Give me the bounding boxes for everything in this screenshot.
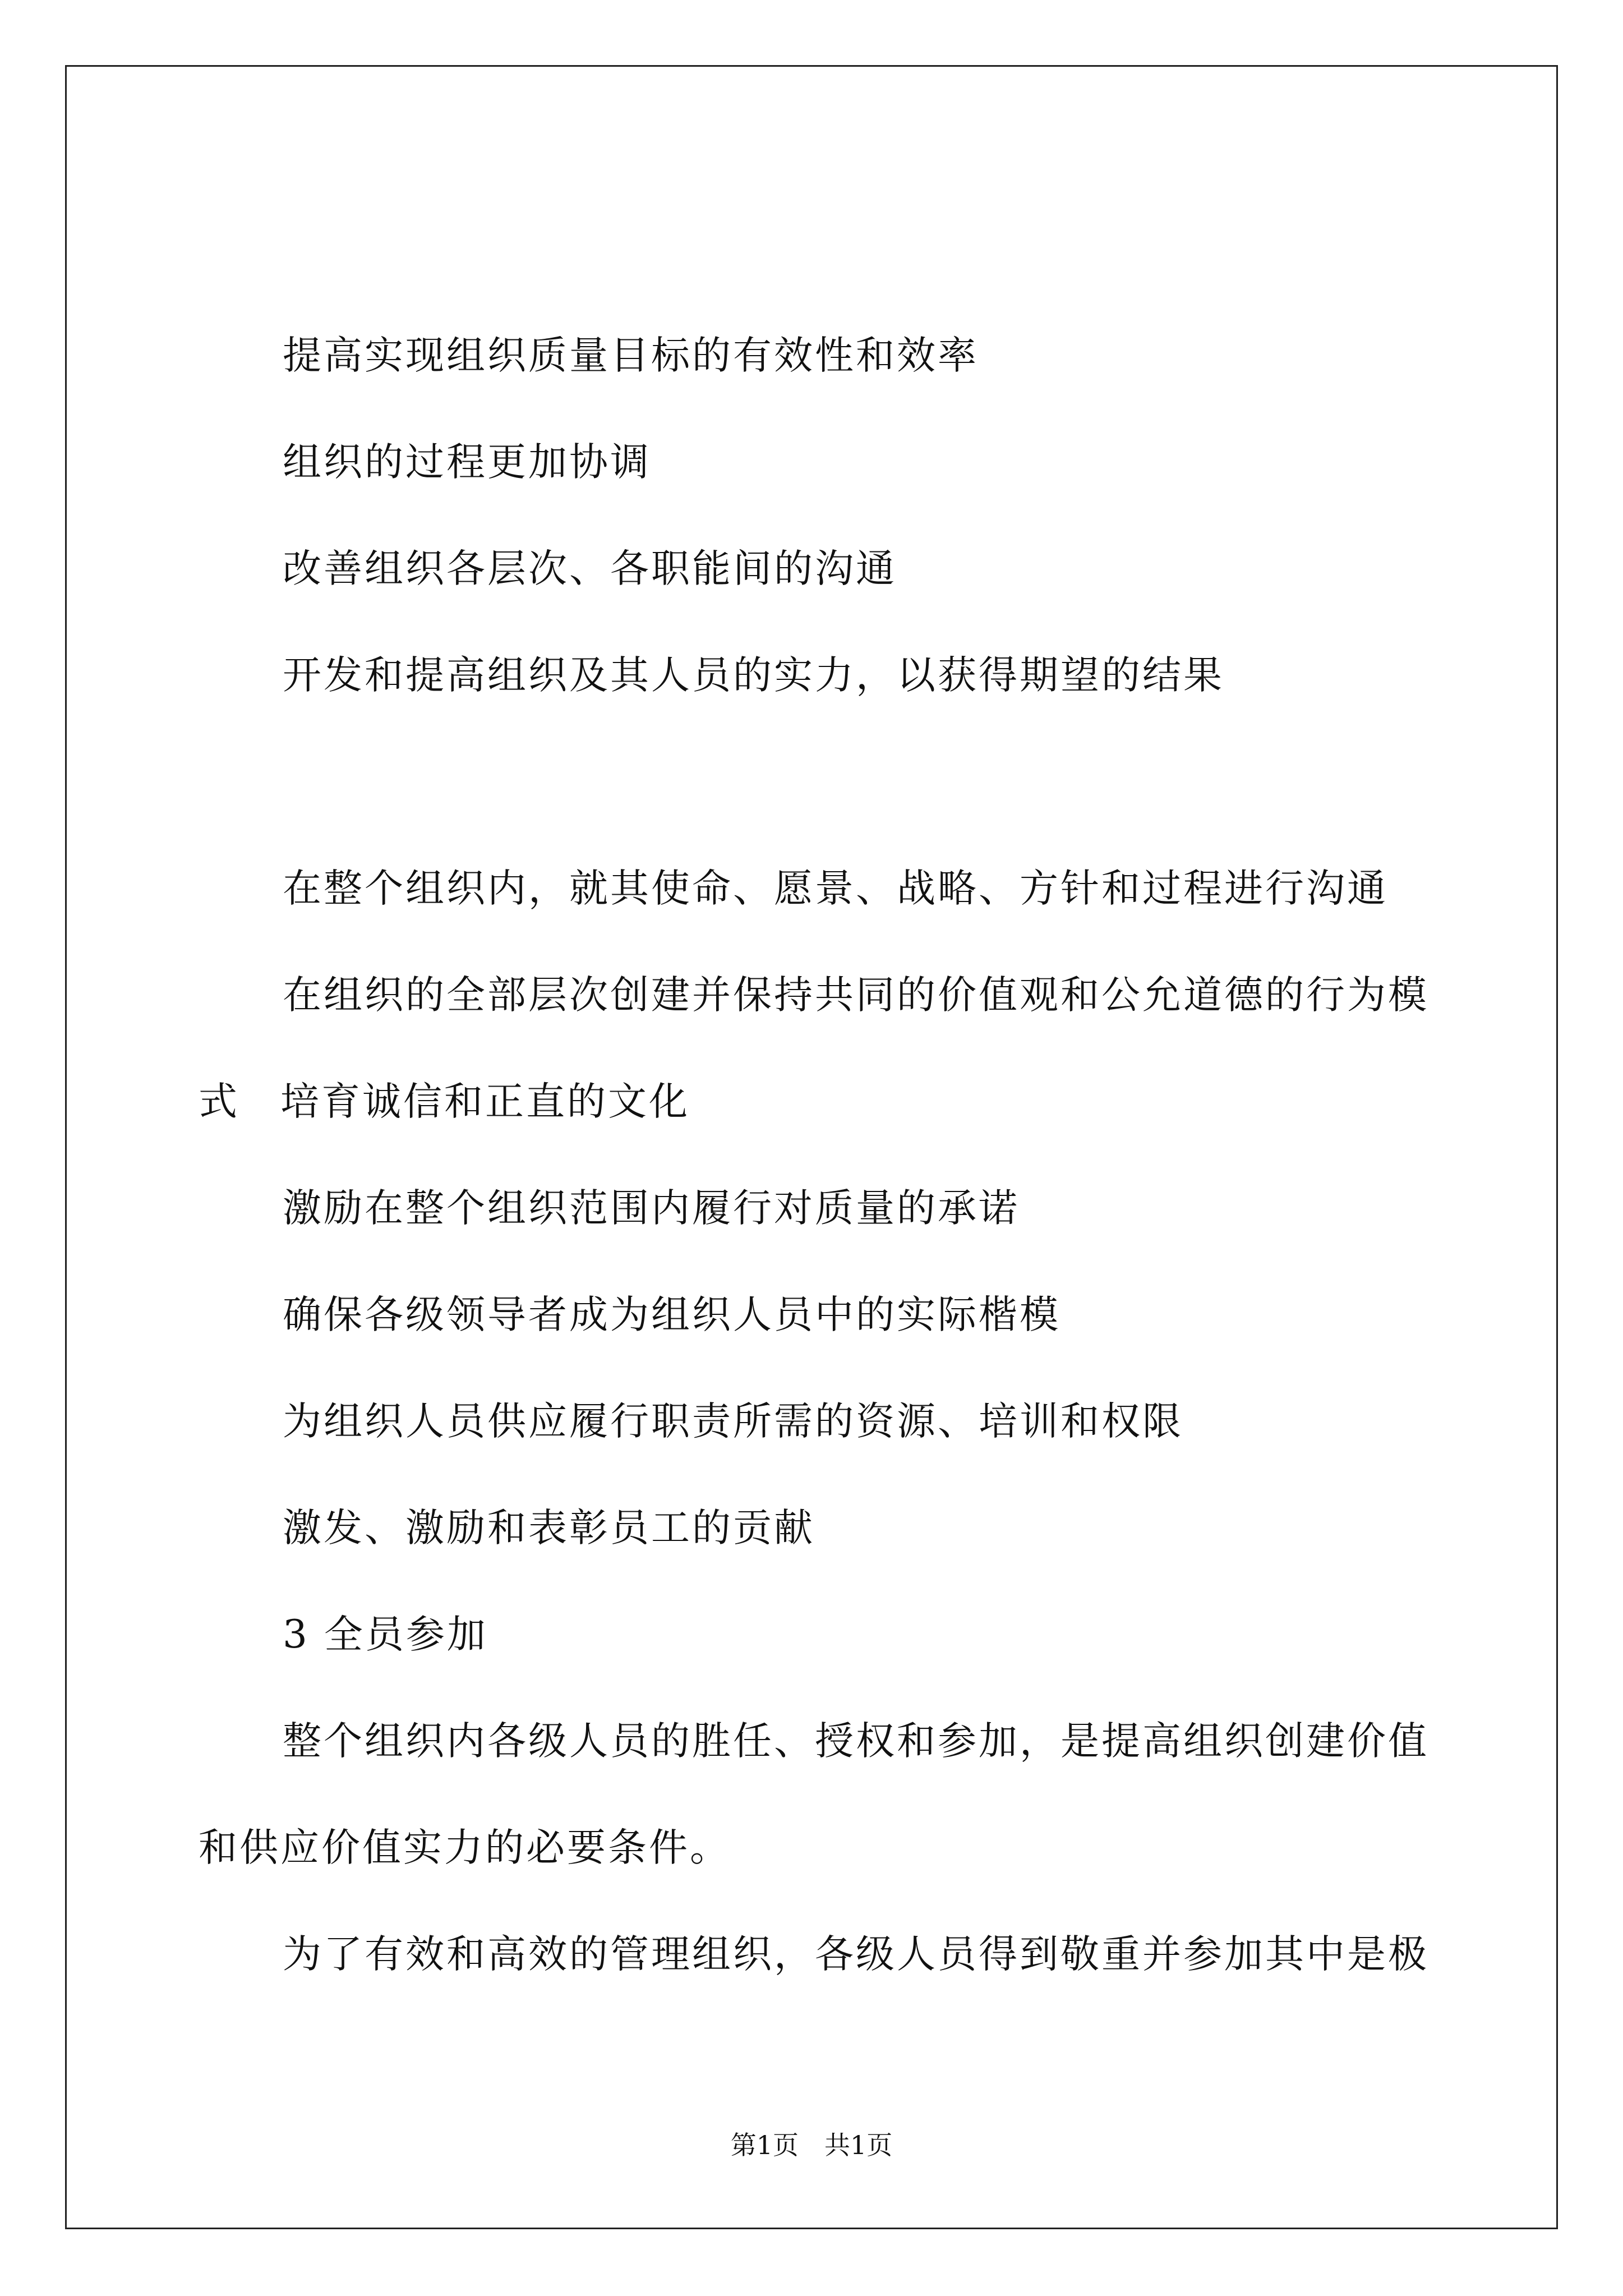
text-line: 改善组织各层次、各职能间的沟通 xyxy=(283,546,897,591)
text-line: 为组织人员供应履行职责所需的资源、培训和权限 xyxy=(283,1399,1183,1444)
text-line: 开发和提高组织及其人员的实力，以获得期望的结果 xyxy=(283,653,1224,698)
text-line: 确保各级领导者成为组织人员中的实际楷模 xyxy=(283,1292,1061,1337)
text-line: 为了有效和高效的管理组织，各级人员得到敬重并参加其中是极 xyxy=(283,1932,1429,1977)
section-heading: 3 全员参加 xyxy=(283,1612,488,1657)
text-line: 在整个组织内，就其使命、愿景、战略、方针和过程进行沟通 xyxy=(283,866,1388,911)
text-line: 提高实现组织质量目标的有效性和效率 xyxy=(283,333,979,378)
text-line: 组织的过程更加协调 xyxy=(283,440,651,485)
text-line: 在组织的全部层次创建并保持共同的价值观和公允道德的行为模 xyxy=(283,973,1429,1018)
text-line: 激发、激励和表彰员工的贡献 xyxy=(283,1506,815,1550)
text-line: 和供应价值实力的必要条件。 xyxy=(199,1825,731,1870)
page-number-footer: 第1页 共1页 xyxy=(730,2130,893,2160)
text-line: 整个组织内各级人员的胜任、授权和参加，是提高组织创建价值 xyxy=(283,1719,1429,1764)
text-line: 激励在整个组织范围内履行对质量的承诺 xyxy=(283,1186,1020,1231)
page-border xyxy=(65,65,1558,2229)
text-line: 式 培育诚信和正直的文化 xyxy=(199,1079,690,1124)
